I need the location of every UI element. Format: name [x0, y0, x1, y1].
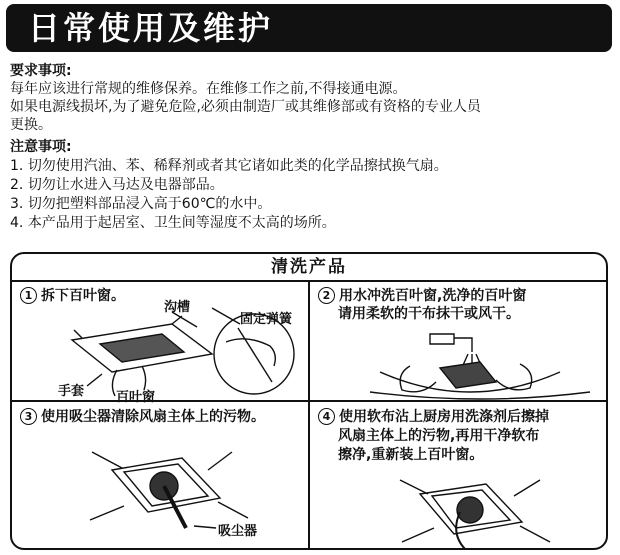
step-badge: 3 — [20, 408, 37, 425]
step-badge: 2 — [318, 287, 335, 304]
requirements-line: 如果电源线损坏,为了避免危险,必须由制造厂或其维修部或有资格的专业人员 — [10, 99, 481, 115]
requirements-line: 每年应该进行常规的维修保养。在维修工作之前,不得接通电源。 — [10, 81, 407, 97]
cleaning-panel — [10, 252, 608, 550]
note-number: 4. — [10, 215, 24, 231]
vacuum-label: 吸尘器 — [218, 524, 258, 539]
note-item — [10, 157, 448, 175]
step-text: 请用柔软的干布抹干或风干。 — [338, 306, 520, 322]
note-text: 本产品用于起居室、卫生间等湿度不太高的场所。 — [27, 215, 336, 231]
title-bar — [6, 4, 612, 52]
requirements-line: 更换。 — [10, 117, 52, 133]
cleaning-step-1 — [12, 282, 308, 405]
note-number: 3. — [10, 196, 24, 212]
note-text: 切勿让水进入马达及电器部品。 — [27, 177, 224, 193]
louver-removal-illustration — [12, 282, 308, 400]
glove-label: 手套 — [58, 384, 85, 399]
page-title: 日常使用及维护 — [28, 9, 274, 47]
step-badge: 1 — [20, 287, 37, 304]
step-text: 风扇主体上的污物,再用干净软布 — [338, 428, 540, 444]
wiping-illustration — [310, 402, 608, 550]
step-text: 擦净,重新装上百叶窗。 — [338, 447, 484, 463]
note-item — [10, 176, 224, 194]
groove-label: 沟槽 — [164, 300, 191, 315]
step-text: 使用软布沾上厨房用洗涤剂后擦掉 — [339, 409, 549, 425]
note-item — [10, 214, 336, 232]
cleaning-step-3 — [12, 402, 308, 550]
louver-label: 百叶窗 — [116, 390, 156, 405]
requirements-heading: 要求事项: — [10, 63, 72, 79]
note-number: 2. — [10, 177, 24, 193]
step-badge: 4 — [318, 408, 335, 425]
note-text: 切勿把塑料部品浸入高于60℃的水中。 — [27, 196, 272, 212]
step-text: 拆下百叶窗。 — [41, 288, 125, 304]
vacuum-illustration — [12, 402, 308, 550]
notes-heading: 注意事项: — [10, 139, 72, 155]
note-number: 1. — [10, 158, 24, 174]
cleaning-heading: 清洗产品 — [12, 254, 606, 282]
step-text: 用水冲洗百叶窗,洗净的百叶窗 — [339, 288, 527, 304]
step-text: 使用吸尘器清除风扇主体上的污物。 — [41, 409, 265, 425]
note-text: 切勿使用汽油、苯、稀释剂或者其它诸如此类的化学品擦拭换气扇。 — [27, 158, 448, 174]
washing-illustration — [310, 282, 608, 400]
spring-label: 固定弹簧 — [240, 312, 293, 327]
cleaning-step-2 — [310, 282, 608, 400]
note-item — [10, 195, 271, 213]
cleaning-step-4 — [310, 402, 608, 550]
